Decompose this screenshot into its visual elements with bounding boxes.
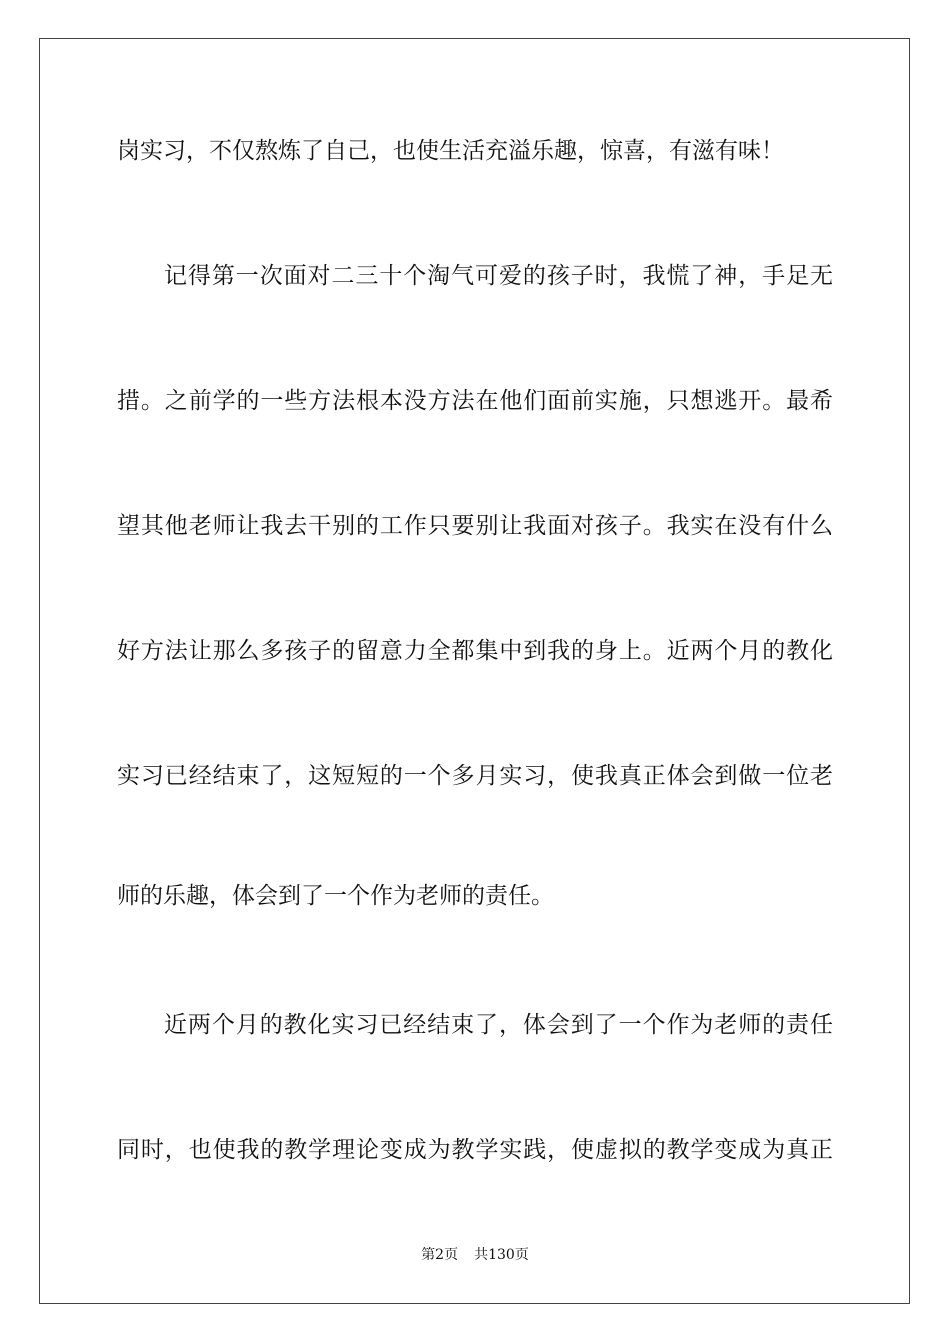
text-line-4: 望其他老师让我去干别的工作只要别让我面对孩子。我实在没有什么 bbox=[117, 513, 833, 539]
text-line-3: 措。之前学的一些方法根本没方法在他们面前实施，只想逃开。最希 bbox=[117, 388, 833, 414]
text-line-6: 实习已经结束了，这短短的一个多月实习，使我真正体会到做一位老 bbox=[117, 763, 833, 789]
text-line-1: 岗实习，不仅熬炼了自己，也使生活充溢乐趣，惊喜，有滋有味！ bbox=[117, 138, 784, 164]
text-line-8: 近两个月的教化实习已经结束了，体会到了一个作为老师的责任 bbox=[164, 1012, 833, 1038]
page-number: 第2页 bbox=[421, 1247, 459, 1263]
page-footer bbox=[0, 1244, 950, 1264]
text-line-2: 记得第一次面对二三十个淘气可爱的孩子时，我慌了神，手足无 bbox=[164, 263, 833, 289]
page-total: 共130页 bbox=[474, 1247, 529, 1263]
page-border bbox=[39, 38, 910, 1304]
text-line-9: 同时，也使我的教学理论变成为教学实践，使虚拟的教学变成为真正 bbox=[117, 1137, 833, 1163]
text-line-7: 师的乐趣，体会到了一个作为老师的责任。 bbox=[117, 883, 554, 909]
text-line-5: 好方法让那么多孩子的留意力全都集中到我的身上。近两个月的教化 bbox=[117, 638, 833, 664]
